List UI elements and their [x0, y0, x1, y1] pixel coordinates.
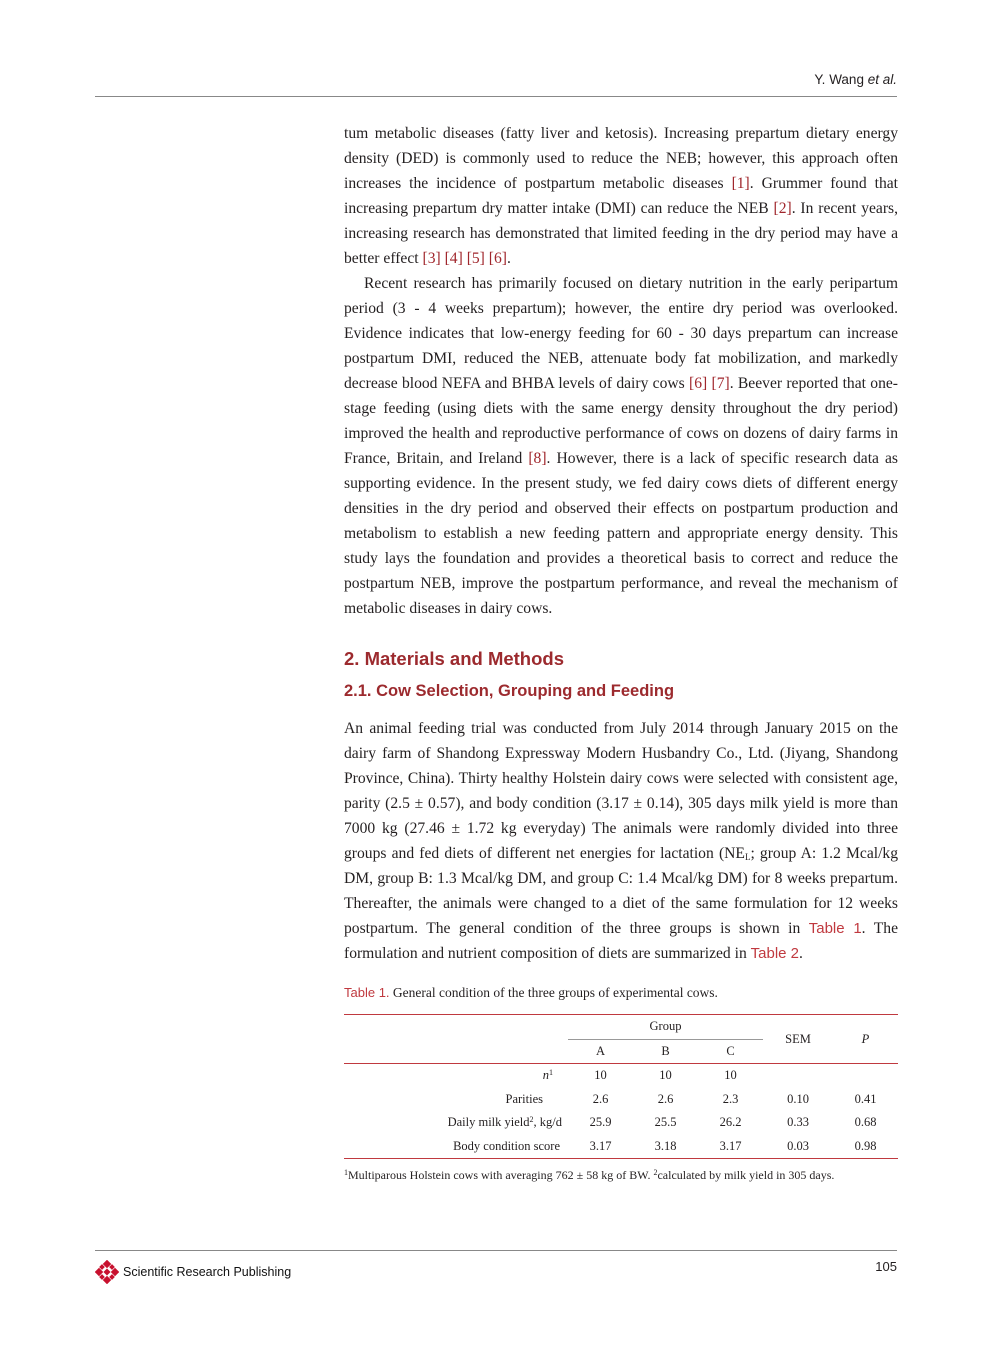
paragraph-intro-continued: tum metabolic diseases (fatty liver and ketosis). Increasing prepartum dietary energy density (DED) is commonly used to reduce the NEB; however, this approach often increases the incidence of postpartum metabolic diseases [1]. Grummer found that increasing prepartum dry matter intake (DMI) can reduce the NEB [2]. In recent years, increasing research has demonstrated that limited feeding in the dry period may have a better effect [3] [4] [5] [6]. — [344, 125, 899, 267]
citation-3[interactable]: [3] — [422, 250, 441, 267]
citation-2[interactable]: [2] — [773, 200, 792, 217]
main-column — [344, 121, 898, 1183]
header-etal: et al. — [867, 72, 897, 87]
table-1-link[interactable]: Table 1 — [808, 920, 862, 937]
p-header: P — [833, 1015, 898, 1064]
citation-1[interactable]: [1] — [731, 175, 750, 192]
paragraph-methods: An animal feeding trial was conducted from July 2014 through January 2015 on the dairy farm of Shandong Expressway Modern Husbandry Co., Ltd. (Jiyang, Shandong Province, China). Thirty healthy Holstein dairy cows were selected with consistent age, parity (2.5 ± 0.57), and body condition (3.17 ± 0.14), 305 days milk yield is more than 7000 kg (27.46 ± 1.72 kg everyday) The animals were randomly divided into three groups and fed diets of different net energies for lactation ($NE_L$; group A: 1.2 Mcal/kg DM, group B: 1.3 Mcal/kg DM, and group C: 1.4 Mcal/kg DM) for 8 weeks prepartum. Thereafter, the animals were changed to a diet of the same formulation for 12 weeks postpartum. The general condition of the three groups is shown in Table 1. The formulation and nutrient composition of diets are summarized in Table 2. — [344, 720, 898, 962]
general-condition-table — [344, 1014, 898, 1159]
section-heading: 2. Materials and Methods — [344, 648, 564, 669]
table-caption: Table 1. General condition of the three groups of experimental cows. — [344, 985, 718, 1000]
table-header-row — [344, 1015, 898, 1040]
table-row: $n^1$ 10 10 10 — [542, 1068, 737, 1083]
subsection-heading: 2.1. Cow Selection, Grouping and Feeding — [344, 682, 675, 700]
footer-divider — [95, 1250, 897, 1251]
publisher-logo — [95, 1260, 291, 1284]
paragraph-recent-research: Recent research has primarily focused on dietary nutrition in the early peripartum period (3 - 4 weeks prepartum); however, the entire dry period was overlooked. Evidence indicates that low-energy feeding for 60 - 30 days prepartum can increase postpartum DMI, reduced the NEB, attenuate body fat mobilization, and markedly decrease blood NEFA and BHBA levels of dairy cows [6] [7]. Beever reported that one-stage feeding (using diets with the same energy density throughout the dry period) improved the health and reproductive performance of cows on dozens of dairy farms in France, Britain, and Ireland [8]. However, there is a lack of specific research data as supporting evidence. In the present study, we fed dairy cows diets of different energy densities in the dry period and observed their effects on postpartum production and metabolism to establish a new feeding pattern and appropriate energy density. This study lays the foundation and provides a theoretical basis to correct and reduce the postpartum NEB, improve the postpartum performance, and reveal the mechanism of metabolic diseases in dairy cows. — [344, 275, 898, 617]
citation-7[interactable]: [7] — [711, 375, 730, 392]
header-divider — [95, 96, 897, 97]
page-number: 105 — [875, 1259, 897, 1274]
scirp-logo-icon — [95, 1260, 119, 1284]
col-c-header: C — [698, 1039, 763, 1064]
table-2-link[interactable]: Table 2 — [750, 945, 800, 962]
table-footnote: $^1$Multiparous Holstein cows with averaging 762 ± 58 kg of BW. $^2$calculated by milk yield in 305 days. — [344, 1168, 835, 1182]
header-author-name: Y. Wang — [814, 72, 864, 87]
citation-8[interactable]: [8] — [528, 450, 547, 467]
citation-4[interactable]: [4] — [444, 250, 463, 267]
publisher-name: Scientific Research Publishing — [123, 1265, 292, 1279]
table-row: Daily milk yield$^2$, kg/d 25.9 25.5 26.2 0.33 0.68 — [447, 1115, 877, 1130]
group-header: Group — [568, 1015, 763, 1040]
col-b-header: B — [633, 1039, 698, 1064]
table-caption-label: Table 1. — [344, 985, 390, 1000]
citation-6[interactable]: [6] — [488, 250, 507, 267]
table-row: Parities 2.6 2.6 2.3 0.10 0.41 — [505, 1091, 877, 1106]
running-header — [814, 72, 897, 87]
citation-6b[interactable]: [6] — [689, 375, 708, 392]
citation-5[interactable]: [5] — [466, 250, 485, 267]
table-row: Body condition score 3.17 3.18 3.17 0.03 0.98 — [344, 1135, 898, 1159]
col-a-header: A — [568, 1039, 633, 1064]
sem-header: SEM — [763, 1015, 833, 1064]
